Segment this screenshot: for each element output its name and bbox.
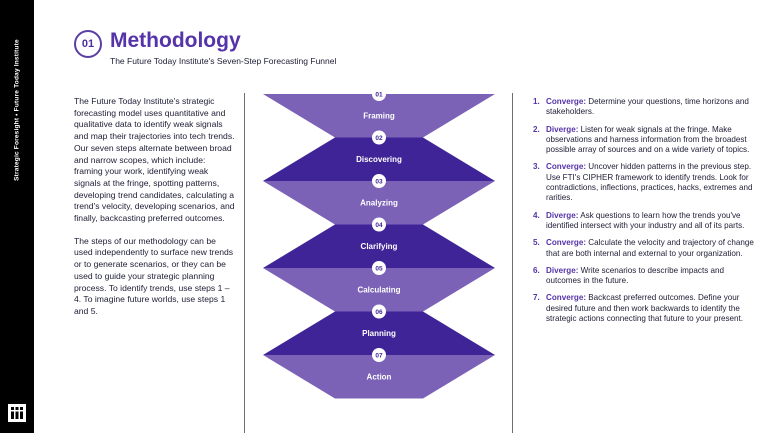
list-item-text: Uncover hidden patterns in the previous step. Use FTI's CIPHER framework to identify trends. Look for contradictions, inflections, practices, hacks, extremes and rarities. [546,162,753,203]
list-item-number: 4. [533,210,540,220]
list-item-text: Ask questions to learn how the trends you've identified intersect with your industry and all of its parts. [546,210,745,230]
list-item-body [546,238,761,259]
list-item [533,211,761,232]
list-item-body [546,97,761,118]
list-item-body [546,125,761,156]
page-title: Methodology [110,29,241,52]
step-number: 02 [375,134,383,142]
intro-paragraph-2: The steps of our methodology can be used independently to surface new trends or to generate scenarios, or they can be used to guide your strategic planning process. To identify trends, use steps 1 – 4. To imagine future worlds, use steps 1 and 5. [74,235,234,316]
list-item-keyword: Diverge: [546,124,579,134]
step-label: Calculating [357,285,401,295]
divider-right [512,93,513,433]
list-item-body [546,293,761,324]
page-subtitle: The Future Today Institute's Seven-Step Forecasting Funnel [110,56,337,66]
list-item-keyword: Diverge: [546,265,579,275]
list-item-number: 1. [533,97,540,106]
list-item-body [546,266,761,287]
forecasting-funnel-diagram [262,88,496,402]
intro-paragraph-1: The Future Today Institute's strategic forecasting model uses quantitative and qualitative data to identify weak signals and map their trajectories into tech trends. Our seven steps alternate between broad and narrow scopes, which include: framing your work, identifying weak signals at the fringe, spotting patterns, developing trend candidates, calculating a trend's velocity, developing scenarios, and finally, backcasting preferred outcomes. [74,96,235,224]
step-label: Discovering [356,155,402,164]
list-item-number: 5. [533,238,540,248]
step-label: Clarifying [360,242,398,251]
list-item-keyword: Diverge: [546,210,579,220]
list-item-keyword: Converge: [546,293,587,303]
list-item-number: 2. [533,124,540,134]
list-item-text: Write scenarios to describe impacts and outcomes in the future. [546,265,724,286]
list-item-keyword: Converge: [546,238,587,248]
step-number: 03 [375,178,383,186]
list-item-body [546,211,761,232]
fti-logo-icon [8,404,26,422]
step-number: 07 [375,352,383,360]
steps-list [533,97,761,331]
list-item [533,97,761,118]
sidebar-text: Strategic Foresight • Future Today Institute [13,39,21,181]
list-item-number: 6. [533,265,540,275]
sidebar [0,0,34,433]
list-item-text: Calculate the velocity and trajectory of change that are both internal and external to your organization. [546,238,754,258]
list-item [533,238,761,259]
list-item [533,162,761,203]
list-item-body [546,162,761,203]
step-number: 04 [375,221,383,229]
list-item-number: 7. [533,293,540,303]
step-label: Analyzing [360,198,398,208]
list-item [533,125,761,156]
list-item-number: 3. [533,162,540,172]
list-item-text: Determine your questions, time horizons and stakeholders. [546,97,749,117]
step-number: 06 [375,308,383,316]
list-item-keyword: Converge: [546,97,587,106]
step-label: Planning [362,329,396,338]
step-label: Action [366,372,392,382]
step-number: 01 [375,91,383,99]
list-item-keyword: Converge: [546,162,587,172]
list-item-text: Backcast preferred outcomes. Define your desired future and then work backwards to identify the strategic actions connecting that future to your present. [546,293,744,324]
step-label: Framing [363,111,395,121]
divider-left [244,93,245,433]
intro-text [74,96,236,329]
list-item [533,266,761,287]
list-item-text: Listen for weak signals at the fringe. Make observations and harness information from the broadest possible array of sources and on a wide variety of topics. [546,124,750,155]
step-number: 05 [375,265,383,273]
list-item [533,293,761,324]
section-number-badge: 01 [74,30,102,58]
